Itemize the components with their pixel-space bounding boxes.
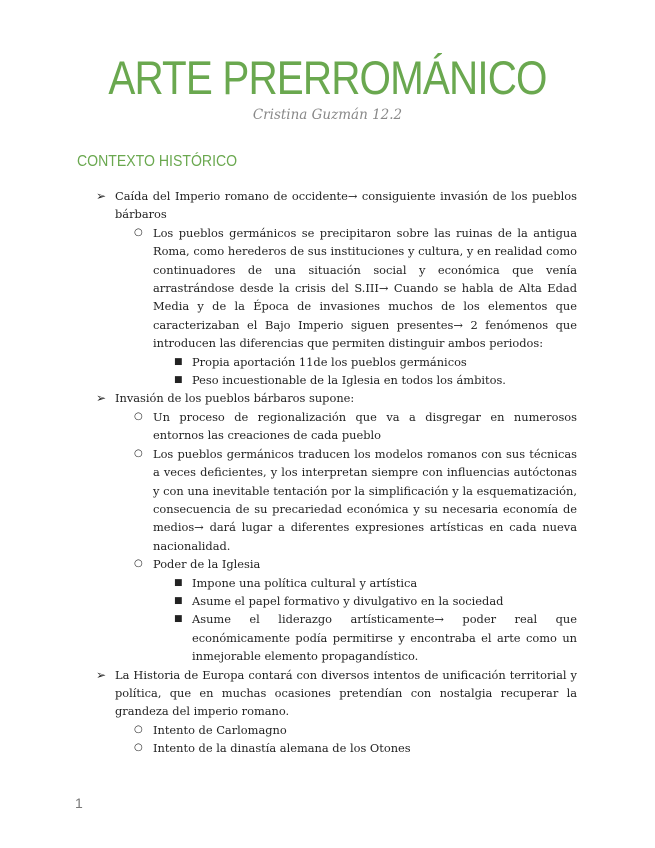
arrow-bullet-icon: ➢ bbox=[96, 189, 107, 203]
circle-bullet-icon: ○ bbox=[134, 742, 143, 754]
list-item bbox=[174, 574, 577, 592]
square-bullet-icon: ■ bbox=[174, 614, 183, 625]
circle-bullet-icon: ○ bbox=[134, 447, 143, 459]
square-bullet-icon: ■ bbox=[174, 356, 183, 367]
document-title: ARTE PRERROMÁNICO bbox=[108, 51, 547, 104]
list-item-text: Asume el liderazgo artísticamente→ poder real que económicamente podía permitirse y encontraba el arte como un inmejorable elemento propagandístico. bbox=[192, 612, 577, 664]
list-item-text: Invasión de los pueblos bárbaros supone: bbox=[115, 391, 355, 406]
circle-bullet-icon: ○ bbox=[134, 410, 143, 422]
list-item bbox=[134, 721, 577, 739]
author-line: Cristina Guzmán 12.2 bbox=[252, 107, 403, 123]
list-item-text: Caída del Imperio romano de occidente→ consiguiente invasión de los pueblos bárbaros bbox=[115, 189, 577, 222]
list-item-text: Poder de la Iglesia bbox=[153, 557, 261, 572]
circle-bullet-icon: ○ bbox=[134, 226, 143, 238]
list-item-text: Un proceso de regionalización que va a disgregar en numerosos entornos las creaciones de cada pueblo bbox=[153, 409, 577, 443]
list-item bbox=[96, 666, 577, 758]
page-number: 1 bbox=[75, 795, 83, 811]
list-item-text: Impone una política cultural y artística bbox=[192, 575, 418, 590]
arrow-bullet-icon: ➢ bbox=[96, 391, 107, 406]
list-item bbox=[134, 445, 577, 555]
list-item bbox=[174, 353, 577, 371]
list-item bbox=[96, 187, 577, 389]
list-item bbox=[96, 389, 577, 665]
bullet-list bbox=[0, 187, 655, 758]
list-item-text: Propia aportación 11de los pueblos germánicos bbox=[192, 354, 467, 369]
list-item-text: Los pueblos germánicos traducen los modelos romanos con sus técnicas a veces deficientes, y los interpretan siempre con influencias autóctonas y con una inevitable tentación por la simplificación y la esquematización, consecuencia de su precariedad económica y su necesaria economía de medios→ dará lugar a diferentes expresiones artísticas en cada nueva nacionalidad. bbox=[153, 446, 577, 553]
section-heading: CONTEXTO HISTÓRICO bbox=[77, 153, 238, 170]
list-item bbox=[174, 371, 577, 389]
list-item bbox=[174, 592, 577, 610]
content-body bbox=[0, 187, 655, 758]
square-bullet-icon: ■ bbox=[174, 375, 183, 386]
list-item-text: Intento de Carlomagno bbox=[153, 722, 287, 737]
square-bullet-icon: ■ bbox=[174, 577, 183, 588]
list-item bbox=[174, 610, 577, 665]
arrow-bullet-icon: ➢ bbox=[96, 667, 107, 682]
list-item-text: La Historia de Europa contará con diversos intentos de unificación territorial y política, que en muchas ocasiones pretendían con nostalgia recuperar la grandeza del imperio romano. bbox=[115, 667, 577, 719]
list-item bbox=[134, 224, 577, 390]
list-item-text: Intento de la dinastía alemana de los Otones bbox=[153, 741, 411, 756]
list-item bbox=[134, 408, 577, 445]
circle-bullet-icon: ○ bbox=[134, 558, 143, 570]
square-bullet-icon: ■ bbox=[174, 595, 183, 606]
circle-bullet-icon: ○ bbox=[134, 723, 143, 735]
list-item-text: Asume el papel formativo y divulgativo en la sociedad bbox=[192, 593, 504, 608]
list-item-text: Los pueblos germánicos se precipitaron sobre las ruinas de la antigua Roma, como herederos de sus instituciones y cultura, y en realidad como continuadores de una situación social y económica que venía arrastrándose desde la crisis del S.III→ Cuando se habla de Alta Edad Media y de la Época de invasiones muchos de los elementos que caracterizaban el Bajo Imperio siguen presentes→ 2 fenómenos que introducen las diferencias que permiten distinguir ambos periodos: bbox=[153, 225, 577, 351]
list-item-text: Peso incuestionable de la Iglesia en todos los ámbitos. bbox=[192, 373, 506, 388]
list-item bbox=[134, 739, 577, 757]
list-item bbox=[134, 555, 577, 665]
